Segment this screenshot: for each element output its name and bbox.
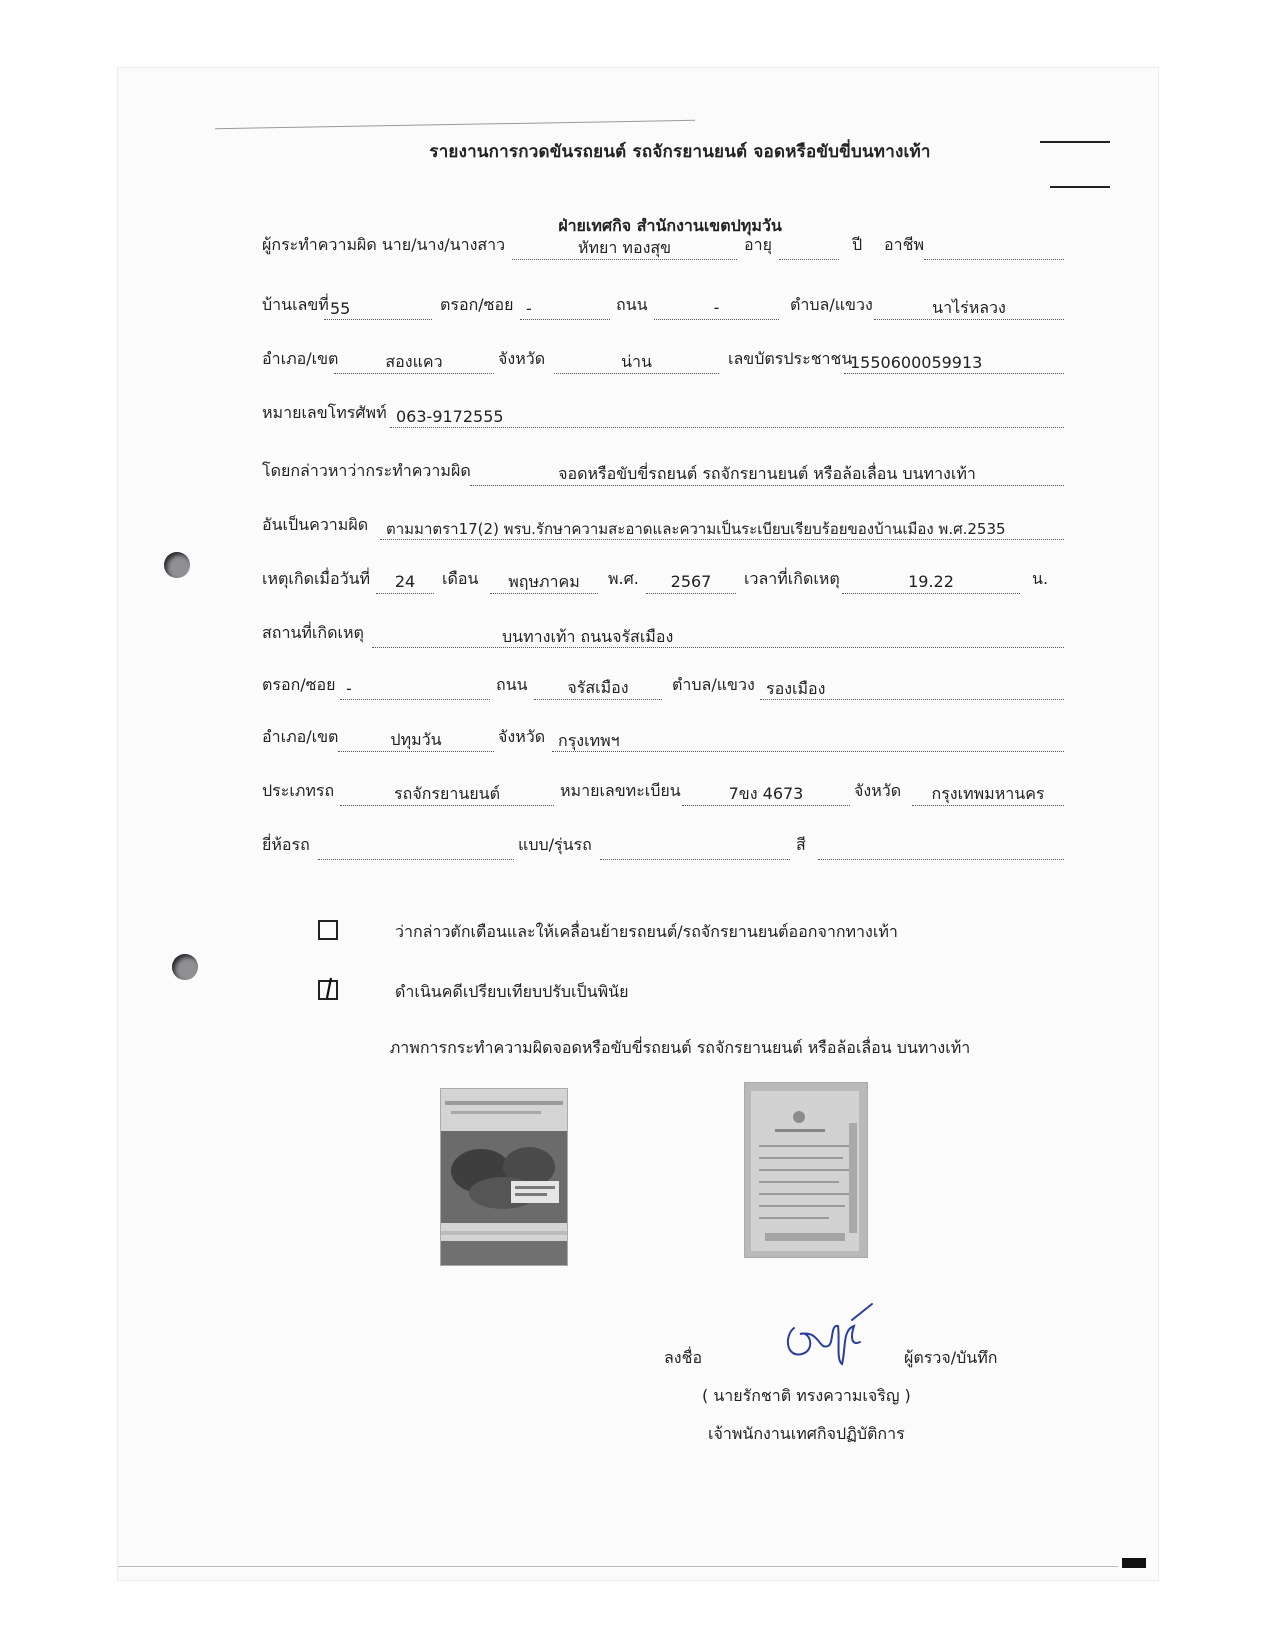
incident-subdistrict-label: ตำบล/แขวง (672, 675, 755, 694)
alley-field[interactable]: - (520, 294, 610, 320)
phone-label: หมายเลขโทรศัพท์ (262, 403, 387, 422)
time-unit: น. (1032, 569, 1049, 588)
accusation-label: โดยกล่าวหาว่ากระทำความผิด (262, 461, 471, 480)
punch-hole (164, 552, 190, 578)
age-field[interactable] (779, 233, 839, 260)
year-label: ปี (852, 235, 863, 254)
violation-label: อันเป็นความผิด (262, 515, 369, 534)
check-mark-icon (318, 976, 338, 1000)
offender-district-row (262, 346, 1092, 376)
signer-position: เจ้าพนักงานเทศกิจปฏิบัติการ (708, 1424, 905, 1443)
offender-address-row (262, 292, 1092, 322)
incident-subdistrict-field[interactable]: รองเมือง (760, 674, 1064, 700)
house-no-field[interactable]: 55 (324, 294, 432, 320)
time-field[interactable]: 19.22 (842, 567, 1020, 594)
model-field[interactable] (600, 833, 790, 860)
district-field[interactable]: สองแคว (334, 347, 494, 374)
warn-checkbox[interactable] (318, 920, 338, 940)
plate-field[interactable]: 7ขง 4673 (682, 779, 850, 806)
vehicle-details-row (262, 832, 1092, 862)
id-card-field[interactable]: 1550600059913 (844, 348, 1064, 374)
warn-option-label: ว่ากล่าวตักเตือนและให้เคลื่อนย้ายรถยนต์/รถจักรยานยนต์ออกจากทางเท้า (395, 922, 898, 941)
incident-district-label: อำเภอ/เขต (262, 727, 339, 746)
brand-label: ยี่ห้อรถ (262, 835, 310, 854)
evidence-photo-document[interactable] (744, 1082, 868, 1258)
year-be-field[interactable]: 2567 (646, 567, 736, 594)
violation-row (262, 512, 1092, 542)
violation-field[interactable]: ตามมาตรา17(2) พรบ.รักษาความสะอาดและความเป็นระเบียบเรียบร้อยของบ้านเมือง พ.ศ.2535 (380, 514, 1064, 540)
province-label: จังหวัด (498, 349, 546, 368)
offender-phone-row (262, 400, 1092, 430)
incident-province-field[interactable]: กรุงเทพฯ (552, 726, 1064, 752)
page-edge-mark (1040, 141, 1110, 143)
incident-alley-field[interactable]: - (340, 674, 490, 700)
day-field[interactable]: 24 (376, 567, 434, 594)
sign-label: ลงชื่อ (664, 1348, 703, 1367)
evidence-photo-scene[interactable] (440, 1088, 568, 1266)
document-title: รายงานการกวดขันรถยนต์ รถจักรยานยนต์ จอดหรือขับขี่บนทางเท้า (429, 142, 931, 162)
signer-name: ( นายรักชาติ ทรงความเจริญ ) (702, 1386, 911, 1405)
signature-image (780, 1300, 880, 1370)
plate-label: หมายเลขทะเบียน (560, 781, 681, 800)
document-photo-image (745, 1083, 867, 1257)
year-be-label: พ.ศ. (608, 569, 639, 588)
color-field[interactable] (818, 833, 1064, 860)
incident-province-label: จังหวัด (498, 727, 546, 746)
punch-hole (172, 954, 198, 980)
incident-road-label: ถนน (496, 675, 528, 694)
vehicle-type-label: ประเภทรถ (262, 781, 335, 800)
fine-option-label: ดำเนินคดีเปรียบเทียบปรับเป็นพินัย (395, 982, 629, 1001)
place-field[interactable]: บนทางเท้า ถนนจรัสเมือง (372, 622, 1064, 648)
offender-name-field[interactable]: หัทยา ทองสุข (512, 233, 737, 260)
road-field[interactable]: - (654, 293, 779, 320)
incident-datetime-row (262, 566, 1092, 596)
vehicle-row (262, 778, 1092, 808)
subdistrict-label: ตำบล/แขวง (790, 295, 873, 314)
month-label: เดือน (442, 569, 479, 588)
offender-name-label: ผู้กระทำความผิด นาย/นาง/นางสาว (262, 235, 506, 254)
road-label: ถนน (616, 295, 648, 314)
signature-role: ผู้ตรวจ/บันทึก (904, 1348, 998, 1367)
date-label: เหตุเกิดเมื่อวันที่ (262, 569, 371, 588)
photos-caption: ภาพการกระทำความผิดจอดหรือขับขี่รถยนต์ รถจักรยานยนต์ หรือล้อเลื่อน บนทางเท้า (389, 1038, 971, 1057)
document-subtitle: ฝ่ายเทศกิจ สำนักงานเขตปทุมวัน (558, 216, 782, 235)
incident-place-row (262, 620, 1092, 650)
accusation-field[interactable]: จอดหรือขับขี่รถยนต์ รถจักรยานยนต์ หรือล้อเลื่อน บนทางเท้า (470, 459, 1064, 486)
time-label: เวลาที่เกิดเหตุ (744, 569, 840, 588)
incident-alley-label: ตรอก/ซอย (262, 675, 336, 694)
vehicle-province-label: จังหวัด (854, 781, 902, 800)
incident-road-field[interactable]: จรัสเมือง (534, 673, 662, 700)
fine-checkbox[interactable] (318, 980, 338, 1000)
model-label: แบบ/รุ่นรถ (518, 835, 592, 854)
scan-corner-mark (1122, 1558, 1146, 1568)
incident-address-row (262, 672, 1092, 702)
vehicle-province-field[interactable]: กรุงเทพมหานคร (912, 779, 1064, 806)
place-label: สถานที่เกิดเหตุ (262, 623, 364, 642)
scene-photo-image (441, 1089, 567, 1265)
subdistrict-field[interactable]: นาไร่หลวง (874, 293, 1064, 320)
offender-name-row (262, 232, 1092, 262)
incident-district-field[interactable]: ปทุมวัน (338, 725, 494, 752)
occupation-field[interactable] (924, 233, 1064, 260)
alley-label: ตรอก/ซอย (440, 295, 514, 314)
occupation-label: อาชีพ (884, 235, 924, 254)
accusation-row (262, 458, 1092, 488)
color-label: สี (796, 835, 806, 854)
age-label: อายุ (744, 235, 772, 254)
house-no-label: บ้านเลขที่ (262, 295, 329, 314)
id-card-label: เลขบัตรประชาชน (728, 349, 853, 368)
incident-district-row (262, 724, 1092, 754)
province-field[interactable]: น่าน (554, 347, 719, 374)
month-field[interactable]: พฤษภาคม (490, 567, 598, 594)
page-bottom-edge (118, 1566, 1118, 1567)
page-edge-mark (1050, 186, 1110, 188)
vehicle-type-field[interactable]: รถจักรยานยนต์ (340, 779, 554, 806)
district-label: อำเภอ/เขต (262, 349, 339, 368)
phone-field[interactable]: 063-9172555 (390, 402, 1064, 428)
brand-field[interactable] (318, 833, 514, 860)
